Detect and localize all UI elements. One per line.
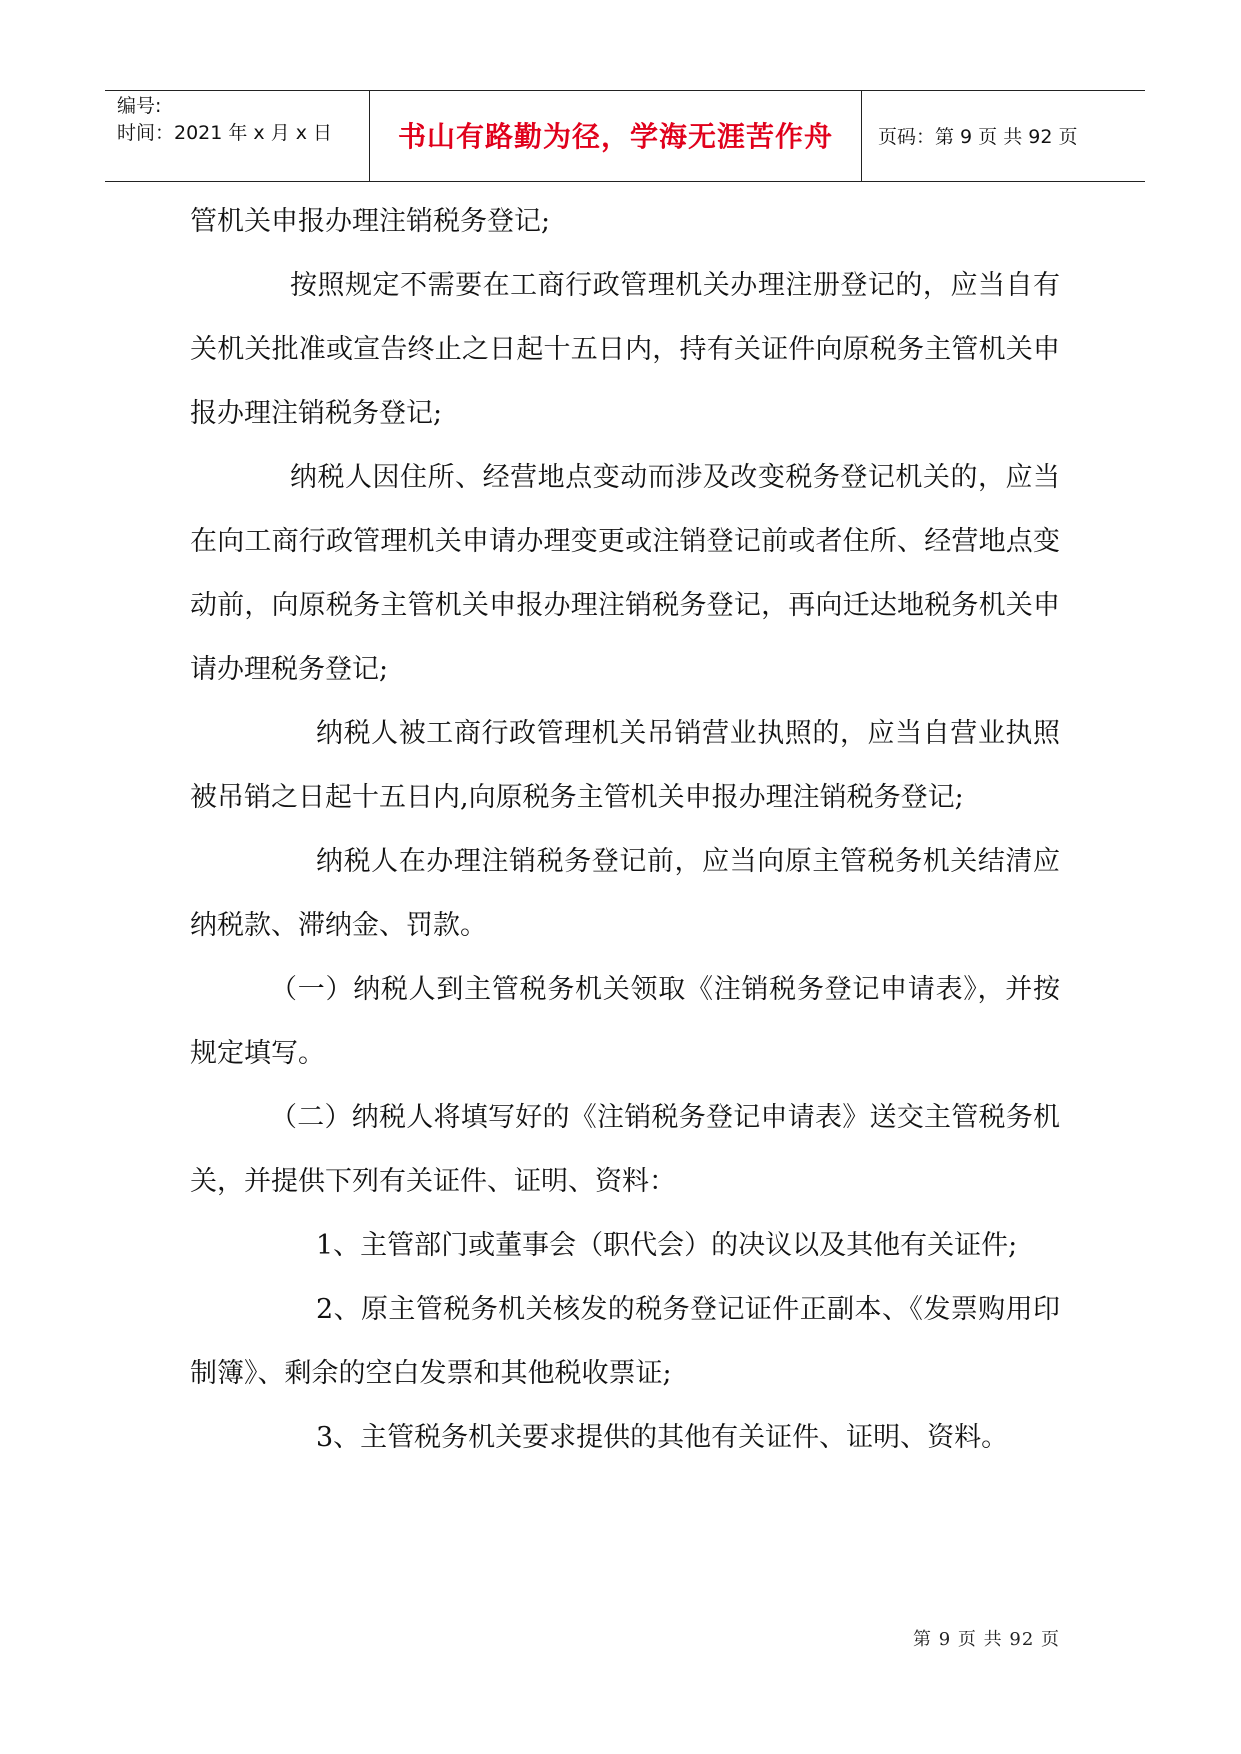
paragraph: 按照规定不需要在工商行政管理机关办理注册登记的，应当自有关机关批准或宣告终止之日起十五日内，持有关证件向原税务主管机关申报办理注销税务登记;	[190, 270, 1060, 429]
paragraph: 1、主管部门或董事会（职代会）的决议以及其他有关证件;	[316, 1230, 1018, 1261]
document-body	[190, 190, 1060, 1470]
paragraph: 纳税人因住所、经营地点变动而涉及改变税务登记机关的，应当在向工商行政管理机关申请办理变更或注销登记前或者住所、经营地点变动前，向原税务主管机关申报办理注销税务登记，再向迁达地税务机关申请办理税务登记;	[190, 462, 1060, 685]
paragraph: 纳税人在办理注销税务登记前，应当向原主管税务机关结清应纳税款、滞纳金、罚款。	[190, 846, 1060, 941]
document-header	[105, 90, 1145, 182]
time-label: 时间：2021 年 x 月 x 日	[117, 122, 333, 144]
paragraph: 3、主管税务机关要求提供的其他有关证件、证明、资料。	[316, 1422, 1009, 1453]
header-page-code: 页码：第 9 页 共 92 页	[878, 126, 1078, 148]
paragraph: 纳税人被工商行政管理机关吊销营业执照的，应当自营业执照被吊销之日起十五日内,向原税务主管机关申报办理注销税务登记;	[190, 718, 1060, 813]
paragraph: 管机关申报办理注销税务登记;	[190, 206, 551, 237]
header-motto: 书山有路勤为径，学海无涯苦作舟	[370, 91, 862, 181]
paragraph: （一）纳税人到主管税务机关领取《注销税务登记申请表》，并按规定填写。	[190, 974, 1060, 1069]
header-meta-cell	[105, 91, 370, 181]
page-footer: 第 9 页 共 92 页	[913, 1629, 1060, 1650]
paragraph: 2、原主管税务机关核发的税务登记证件正副本、《发票购用印制簿》、剩余的空白发票和其他税收票证;	[190, 1294, 1060, 1389]
serial-number-label: 编号:	[117, 95, 162, 117]
paragraph: （二）纳税人将填写好的《注销税务登记申请表》送交主管税务机关，并提供下列有关证件、证明、资料：	[190, 1102, 1060, 1197]
